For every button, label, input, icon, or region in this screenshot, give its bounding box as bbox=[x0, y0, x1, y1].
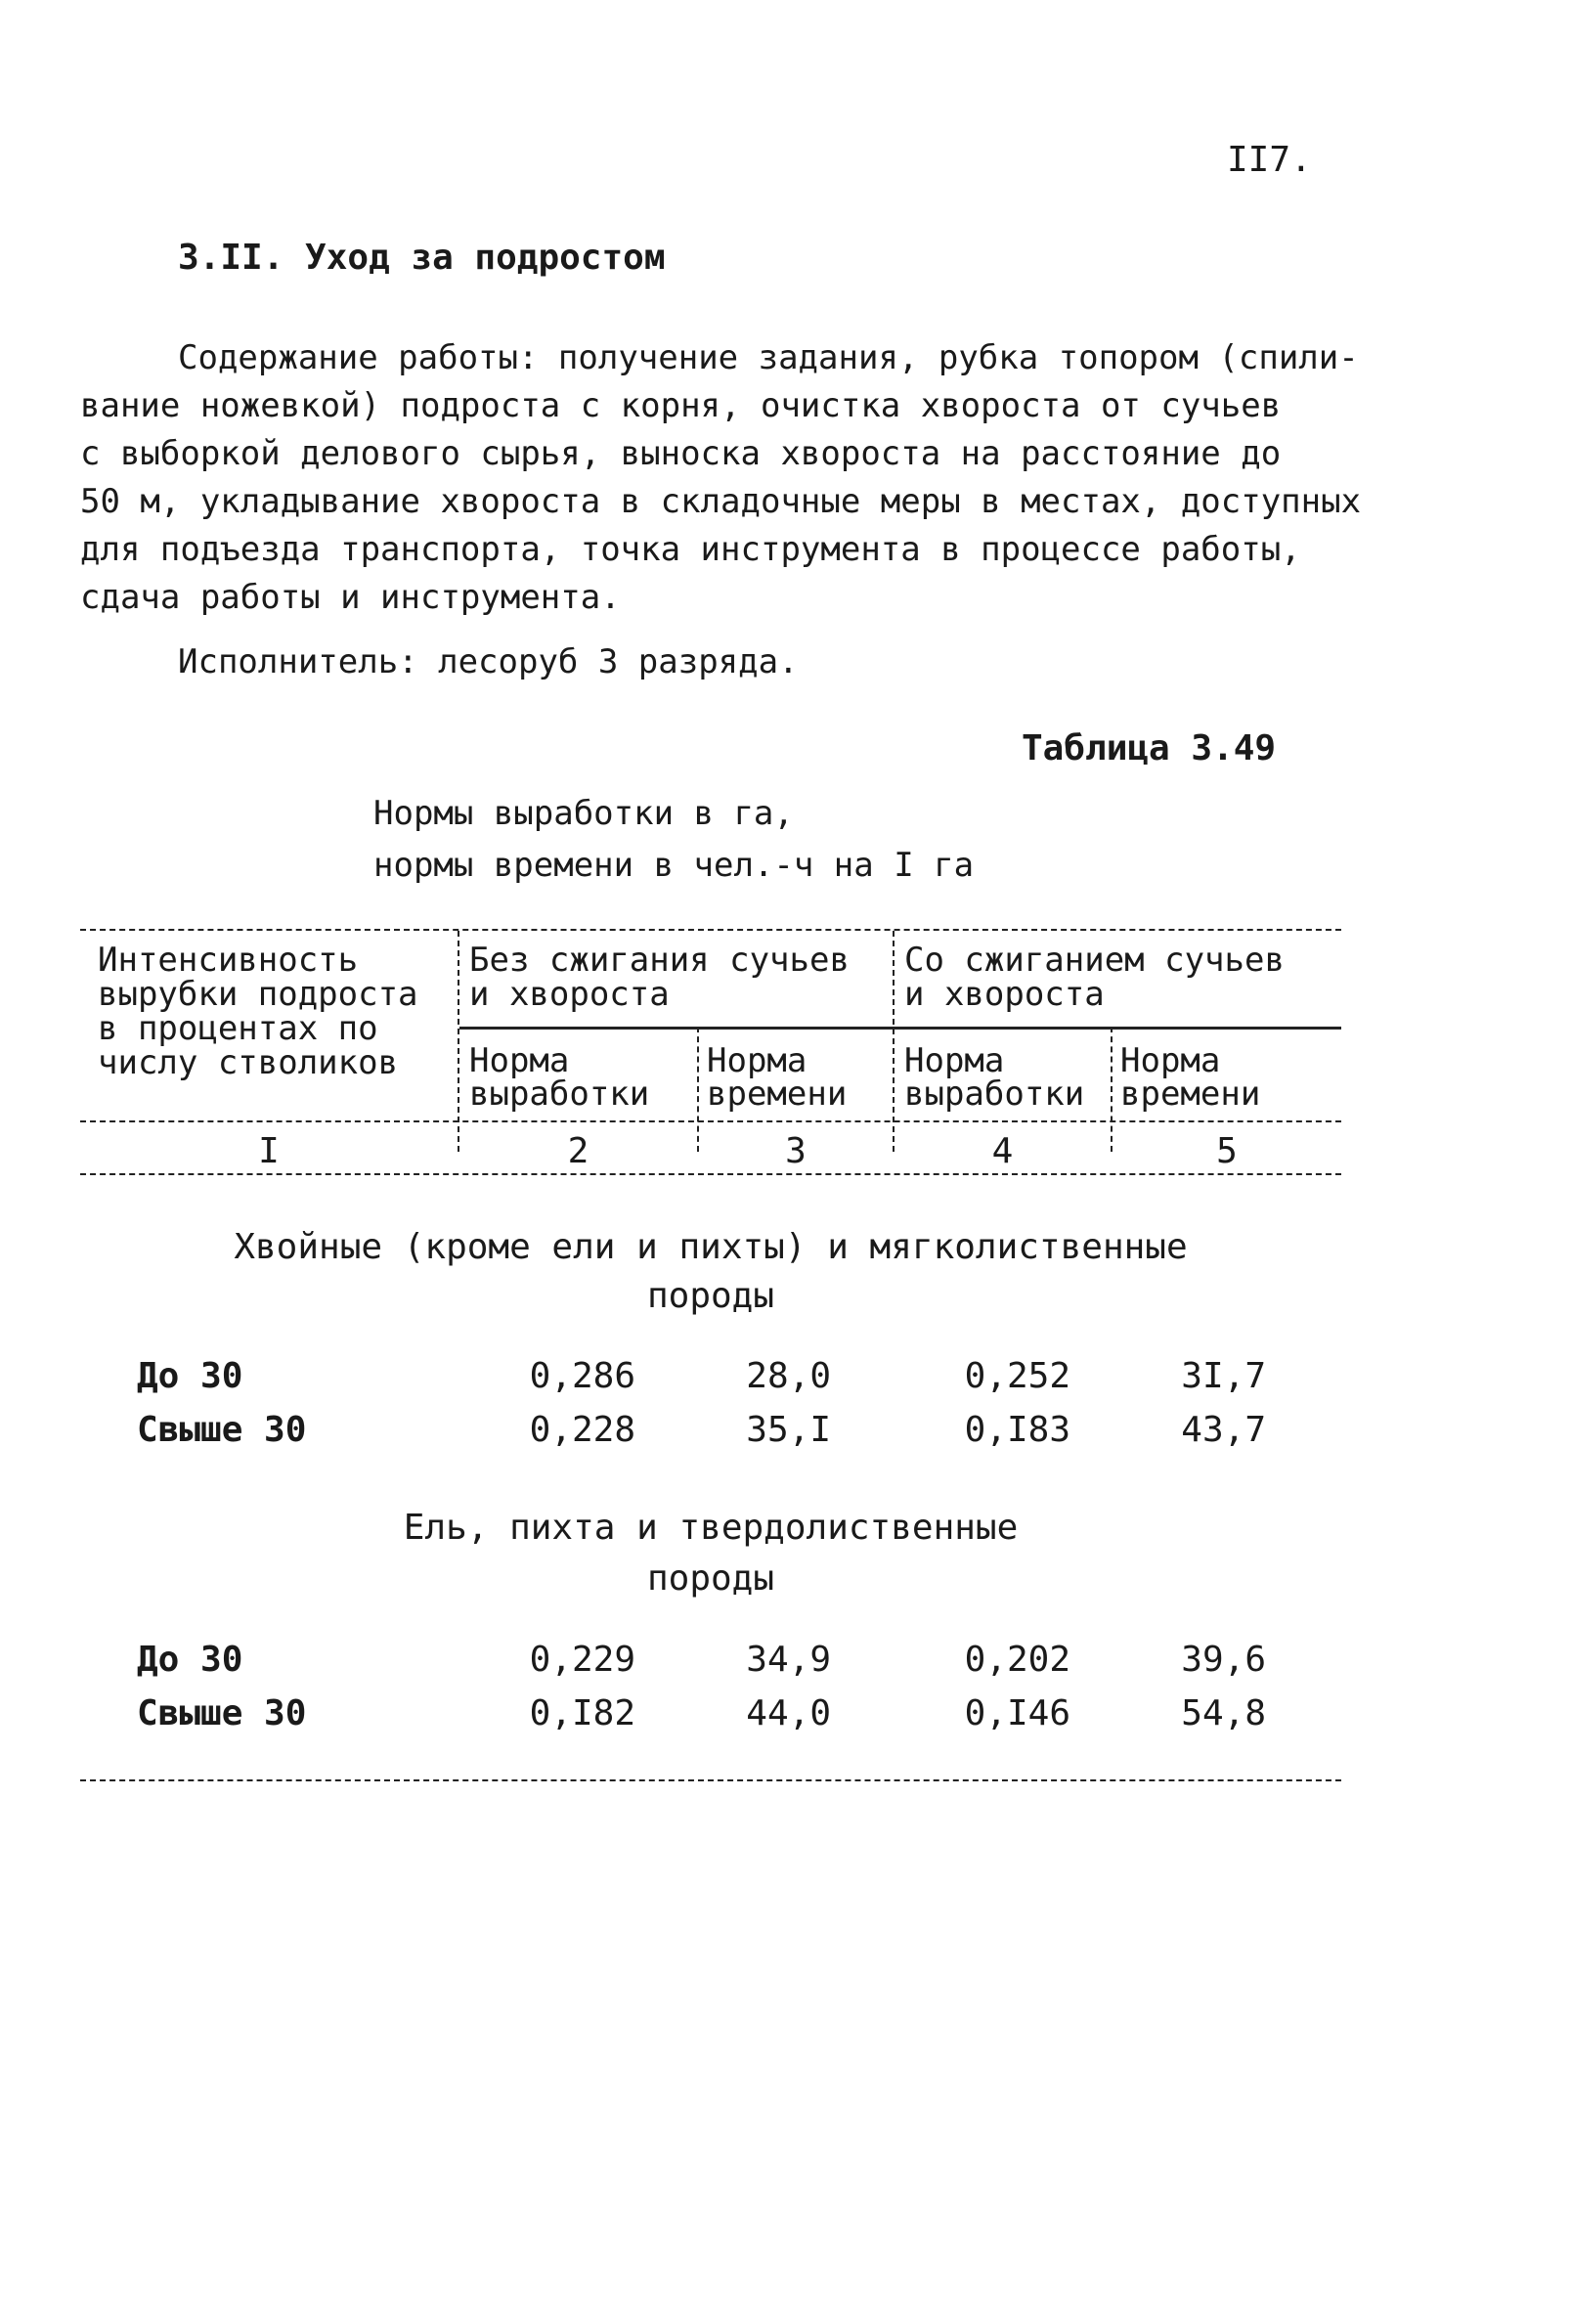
subheader-norm-output: выработки bbox=[469, 1074, 650, 1114]
performer-line: Исполнитель: лесоруб 3 разряда. bbox=[178, 642, 799, 681]
table-caption-line2: нормы времени в чел.-ч на I га bbox=[373, 846, 975, 885]
cell-value: 0,286 bbox=[529, 1356, 635, 1396]
subheader-norm-output: Норма bbox=[904, 1041, 1005, 1080]
row-label: Свыше 30 bbox=[137, 1410, 307, 1450]
header-group2-line: Со сжиганием сучьев bbox=[904, 941, 1285, 980]
column-numbers-rule bbox=[80, 1173, 1341, 1175]
table-bottom-rule bbox=[80, 1779, 1341, 1781]
header-group1-line: Без сжигания сучьев bbox=[469, 941, 850, 980]
content-line: Содержание работы: получение задания, рубка топором (спили- bbox=[178, 338, 1359, 377]
cell-value: 0,I46 bbox=[964, 1693, 1070, 1733]
content-paragraph bbox=[80, 334, 1362, 622]
content-line: с выборкой делового сырья, выноска хвороста на расстояние до bbox=[80, 434, 1282, 473]
cell-value: 44,0 bbox=[746, 1693, 831, 1733]
content-line: сдача работы и инструмента. bbox=[80, 578, 621, 617]
column-number: 4 bbox=[991, 1131, 1014, 1171]
header-col1-line: вырубки подроста bbox=[98, 975, 418, 1014]
cell-value: 0,229 bbox=[529, 1640, 635, 1680]
header-col1-line: Интенсивность bbox=[98, 941, 359, 980]
content-line: 50 м, укладывание хвороста в складочные меры в местах, доступных bbox=[80, 482, 1362, 521]
cell-value: 34,9 bbox=[746, 1640, 831, 1680]
section-title: породы bbox=[646, 1558, 775, 1599]
table-caption-line1: Нормы выработки в га, bbox=[373, 794, 794, 833]
subheader-norm-time: времени bbox=[1120, 1074, 1261, 1114]
page-number: II7. bbox=[1227, 140, 1312, 180]
row-label: До 30 bbox=[137, 1356, 243, 1396]
table-top-rule bbox=[80, 929, 1341, 931]
cell-value: 3I,7 bbox=[1181, 1356, 1266, 1396]
column-separator bbox=[1111, 1027, 1113, 1152]
header-col1-line: в процентах по bbox=[98, 1009, 378, 1048]
column-number: 5 bbox=[1216, 1131, 1238, 1171]
column-separator bbox=[697, 1027, 699, 1152]
header-group-rule bbox=[459, 1027, 1341, 1030]
subheader-norm-time: Норма bbox=[707, 1041, 807, 1080]
row-label: До 30 bbox=[137, 1640, 243, 1680]
table-label: Таблица 3.49 bbox=[1022, 728, 1277, 768]
cell-value: 54,8 bbox=[1181, 1693, 1266, 1733]
subheader-norm-time: времени bbox=[707, 1074, 848, 1114]
cell-value: 0,I82 bbox=[529, 1693, 635, 1733]
cell-value: 35,I bbox=[746, 1410, 831, 1450]
cell-value: 0,202 bbox=[964, 1640, 1070, 1680]
header-group1-line: и хвороста bbox=[469, 975, 670, 1014]
subheader-norm-output: выработки bbox=[904, 1074, 1085, 1114]
content-line: для подъезда транспорта, точка инструмента в процессе работы, bbox=[80, 530, 1301, 569]
section-title: Хвойные (кроме ели и пихты) и мягколиственные bbox=[234, 1227, 1188, 1267]
column-separator bbox=[458, 931, 459, 1152]
column-number: I bbox=[258, 1131, 280, 1171]
cell-value: 43,7 bbox=[1181, 1410, 1266, 1450]
cell-value: 0,252 bbox=[964, 1356, 1070, 1396]
column-separator bbox=[893, 931, 895, 1152]
row-label: Свыше 30 bbox=[137, 1693, 307, 1733]
section-title: Ель, пихта и твердолиственные bbox=[403, 1508, 1019, 1548]
header-bottom-rule bbox=[80, 1120, 1341, 1122]
section-heading: 3.II. Уход за подростом bbox=[178, 238, 666, 278]
content-line: вание ножевкой) подроста с корня, очистка хвороста от сучьев bbox=[80, 386, 1282, 425]
cell-value: 0,I83 bbox=[964, 1410, 1070, 1450]
subheader-norm-time: Норма bbox=[1120, 1041, 1221, 1080]
cell-value: 28,0 bbox=[746, 1356, 831, 1396]
header-group2-line: и хвороста bbox=[904, 975, 1105, 1014]
header-col1-line: числу стволиков bbox=[98, 1043, 399, 1082]
subheader-norm-output: Норма bbox=[469, 1041, 570, 1080]
section-title: породы bbox=[646, 1276, 775, 1316]
column-number: 3 bbox=[785, 1131, 807, 1171]
column-number: 2 bbox=[567, 1131, 589, 1171]
cell-value: 39,6 bbox=[1181, 1640, 1266, 1680]
cell-value: 0,228 bbox=[529, 1410, 635, 1450]
